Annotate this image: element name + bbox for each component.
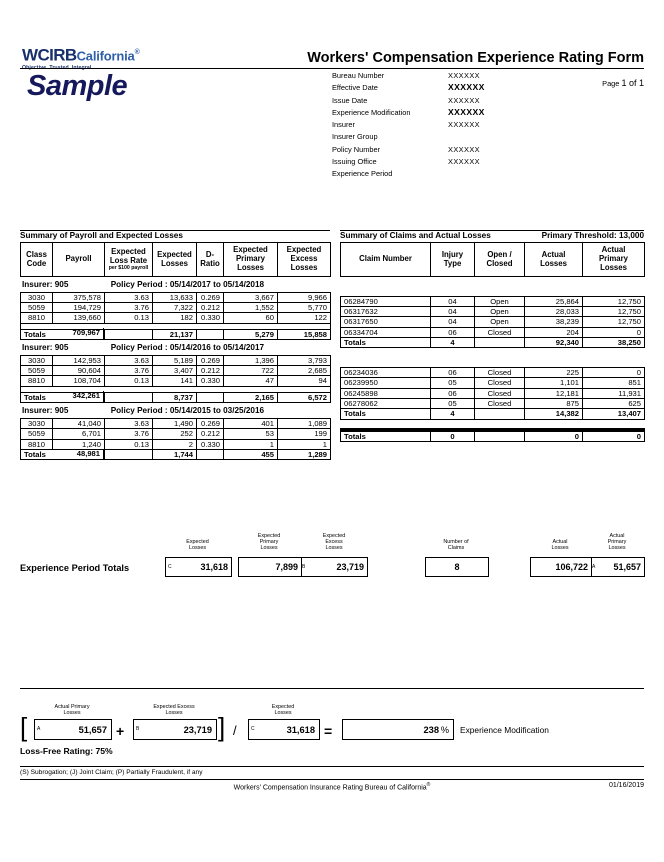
cell-actual-losses: 1,101 bbox=[525, 378, 583, 388]
cell-actual-primary: 12,750 bbox=[583, 296, 645, 306]
cell-claim-number: 06284790 bbox=[341, 296, 431, 306]
cell-expected-excess: 2,685 bbox=[278, 366, 331, 376]
insurer-id: Insurer: 905 bbox=[22, 342, 69, 352]
table-row bbox=[21, 355, 331, 365]
cell-expected-losses: 252 bbox=[153, 429, 197, 439]
cell-actual-losses: 875 bbox=[525, 398, 583, 408]
cell-d-ratio: 0.269 bbox=[197, 292, 224, 302]
cell-claim-number: 06334704 bbox=[341, 327, 431, 337]
field-value: XXXXXX bbox=[448, 95, 480, 105]
key-letter-c: C bbox=[251, 726, 255, 732]
payroll-block-0-insurer-line bbox=[20, 277, 330, 292]
cell-actual-losses: 12,181 bbox=[525, 388, 583, 398]
loss-free-rating: Loss-Free Rating: 75% bbox=[20, 746, 113, 756]
box-actual-primary-losses bbox=[34, 719, 112, 740]
claims-header-row bbox=[341, 243, 645, 277]
table-row bbox=[21, 302, 331, 312]
box-expected-losses bbox=[248, 719, 320, 740]
box-experience-modification-result bbox=[342, 719, 454, 740]
box-actual-primary-losses bbox=[590, 557, 645, 577]
payroll-block-1-insurer-line bbox=[20, 340, 330, 355]
cell-actual-losses-total: 0 bbox=[525, 431, 583, 441]
cell-expected-losses-total: 1,744 bbox=[153, 449, 197, 459]
cell-injury-type: 06 bbox=[431, 368, 475, 378]
cell-status: Open bbox=[475, 306, 525, 316]
cell-claim-number: 06317632 bbox=[341, 306, 431, 316]
caption-expected-excess-losses: Expected Excess Losses bbox=[322, 533, 346, 552]
cell-expected-losses: 3,407 bbox=[153, 366, 197, 376]
footer-legend-note: (S) Subrogation; (J) Joint Claim; (P) Partially Fraudulent, if any bbox=[20, 769, 203, 776]
value-actual-primary-losses: 51,657 bbox=[78, 725, 107, 735]
page-indicator-label: Page bbox=[602, 79, 620, 88]
table-row bbox=[21, 418, 331, 428]
cell-payroll: 6,701 bbox=[53, 429, 105, 439]
cell-expected-primary: 1,396 bbox=[224, 355, 278, 365]
field-value: XXXXXX bbox=[448, 106, 485, 117]
sample-watermark: Sample bbox=[27, 70, 128, 102]
cell-d-ratio: 0.212 bbox=[197, 302, 224, 312]
box-expected-primary-losses bbox=[238, 557, 302, 577]
claims-actual-losses-section bbox=[340, 230, 644, 442]
cell-expected-primary: 722 bbox=[224, 366, 278, 376]
col-class-code: Class Code bbox=[21, 243, 53, 277]
value-expected-losses: 31,618 bbox=[286, 725, 315, 735]
col-expected-excess-losses: Expected Excess Losses bbox=[278, 243, 331, 277]
cell-d-ratio: 0.269 bbox=[197, 418, 224, 428]
cell-status: Closed bbox=[475, 398, 525, 408]
cell-expected-primary-total: 455 bbox=[224, 449, 278, 459]
cell-loss-rate: 3.63 bbox=[105, 355, 153, 365]
field-value: XXXXXX bbox=[448, 157, 480, 167]
footer-date: 01/16/2019 bbox=[608, 782, 644, 789]
cell-expected-excess: 3,793 bbox=[278, 355, 331, 365]
col-open-closed: Open / Closed bbox=[475, 243, 525, 277]
cell-class-code: 8810 bbox=[21, 376, 53, 386]
cell-loss-rate: 0.13 bbox=[105, 376, 153, 386]
key-letter-b: B bbox=[136, 726, 140, 732]
cell-injury-type-total: 4 bbox=[431, 337, 475, 347]
caption-expected-losses: Expected Losses bbox=[186, 539, 209, 552]
cell-expected-losses-total: 21,137 bbox=[153, 329, 197, 339]
payroll-section-title: Summary of Payroll and Expected Losses bbox=[20, 231, 183, 240]
primary-threshold: Primary Threshold: 13,000 bbox=[541, 231, 644, 240]
cell-actual-losses: 204 bbox=[525, 327, 583, 337]
table-row bbox=[21, 292, 331, 302]
payroll-block-1-payroll-total: 342,261 bbox=[52, 391, 104, 402]
field-label: Issue Date bbox=[332, 95, 368, 105]
cell-injury-type: 06 bbox=[431, 388, 475, 398]
cell-status: Open bbox=[475, 317, 525, 327]
value-expected-excess-losses: 23,719 bbox=[336, 562, 364, 572]
caption-expected-excess-losses: Expected Excess Losses bbox=[153, 704, 195, 717]
cell-injury-type: 04 bbox=[431, 306, 475, 316]
claims-section-title: Summary of Claims and Actual Losses bbox=[340, 231, 491, 240]
table-row bbox=[21, 376, 331, 386]
cell-injury-type-total: 0 bbox=[431, 431, 475, 441]
cell-expected-primary: 53 bbox=[224, 429, 278, 439]
logo-california-text: California bbox=[76, 48, 135, 64]
cell-loss-rate-total bbox=[105, 329, 153, 339]
value-number-of-claims: 8 bbox=[454, 562, 460, 572]
plus-operator: + bbox=[116, 723, 125, 739]
key-letter-c: C bbox=[168, 564, 172, 570]
cell-expected-primary-total: 5,279 bbox=[224, 329, 278, 339]
cell-expected-excess: 5,770 bbox=[278, 302, 331, 312]
insurer-id: Insurer: 905 bbox=[22, 279, 69, 289]
cell-status: Closed bbox=[475, 327, 525, 337]
policy-period: Policy Period : 05/14/2016 to 05/14/2017 bbox=[110, 342, 265, 352]
wcirb-logo bbox=[22, 45, 139, 71]
field-value: XXXXXX bbox=[448, 120, 480, 130]
cell-expected-primary: 47 bbox=[224, 376, 278, 386]
cell-payroll: 142,953 bbox=[53, 355, 105, 365]
cell-status: Closed bbox=[475, 388, 525, 398]
box-expected-losses bbox=[165, 557, 232, 577]
page-indicator-value: 1 of 1 bbox=[621, 78, 644, 88]
page-title: Workers' Compensation Experience Rating Form bbox=[307, 50, 644, 66]
table-row bbox=[21, 313, 331, 323]
caption-actual-primary-losses: Actual Primary Losses bbox=[54, 704, 90, 717]
cell-payroll: 375,578 bbox=[53, 292, 105, 302]
cell-actual-losses: 28,033 bbox=[525, 306, 583, 316]
experience-period-totals-label: Experience Period Totals bbox=[20, 563, 130, 573]
col-claim-number: Claim Number bbox=[341, 243, 431, 277]
cell-actual-losses: 225 bbox=[525, 368, 583, 378]
divide-operator: / bbox=[233, 723, 237, 738]
field-label: Policy Number bbox=[332, 144, 381, 154]
cell-claim-number: 06239950 bbox=[341, 378, 431, 388]
cell-expected-losses: 7,322 bbox=[153, 302, 197, 312]
key-letter-a: A bbox=[592, 564, 596, 570]
equals-operator: = bbox=[324, 723, 333, 739]
cell-expected-excess: 1 bbox=[278, 439, 331, 449]
claims-section-title-row bbox=[340, 231, 644, 240]
cell-expected-primary: 1 bbox=[224, 439, 278, 449]
cell-d-ratio: 0.330 bbox=[197, 376, 224, 386]
logo-registered-icon: ® bbox=[134, 49, 140, 56]
field-label: Effective Date bbox=[332, 83, 378, 93]
cell-expected-excess-total: 6,572 bbox=[278, 392, 331, 402]
close-bracket: ] bbox=[218, 712, 226, 742]
box-expected-excess-losses bbox=[133, 719, 217, 740]
cell-loss-rate: 3.76 bbox=[105, 429, 153, 439]
cell-d-ratio-total bbox=[197, 329, 224, 339]
table-totals-row bbox=[341, 431, 645, 441]
cell-actual-primary: 851 bbox=[583, 378, 645, 388]
footer-bureau-name: Workers' Compensation Insurance Rating Bureau of California® bbox=[233, 782, 431, 792]
claims-header-table bbox=[340, 242, 645, 277]
payroll-header-table bbox=[20, 242, 331, 277]
cell-loss-rate: 3.63 bbox=[105, 418, 153, 428]
cell-totals-label: Totals bbox=[341, 409, 431, 419]
field-label: Issuing Office bbox=[332, 157, 377, 167]
logo-tagline: Objective. Trusted. Integral. bbox=[22, 64, 93, 71]
cell-expected-primary: 1,552 bbox=[224, 302, 278, 312]
table-row bbox=[341, 296, 645, 306]
cell-actual-primary: 12,750 bbox=[583, 317, 645, 327]
claims-block-0-table bbox=[340, 296, 645, 348]
box-number-of-claims bbox=[425, 557, 489, 577]
policy-period: Policy Period : 05/14/2017 to 05/14/2018 bbox=[110, 279, 265, 289]
cell-expected-losses: 1,490 bbox=[153, 418, 197, 428]
cell-expected-primary: 60 bbox=[224, 313, 278, 323]
cell-actual-primary-total: 13,407 bbox=[583, 409, 645, 419]
cell-d-ratio: 0.330 bbox=[197, 439, 224, 449]
col-expected-losses: Expected Losses bbox=[153, 243, 197, 277]
caption-actual-losses: Actual Losses bbox=[551, 539, 569, 552]
cell-loss-rate-total bbox=[105, 449, 153, 459]
box-expected-excess-losses bbox=[300, 557, 368, 577]
cell-payroll: 1,240 bbox=[53, 439, 105, 449]
table-row bbox=[341, 327, 645, 337]
cell-expected-excess: 122 bbox=[278, 313, 331, 323]
cell-loss-rate: 3.76 bbox=[105, 302, 153, 312]
cell-expected-losses: 13,633 bbox=[153, 292, 197, 302]
value-experience-modification: 238 bbox=[423, 725, 439, 735]
field-label: Bureau Number bbox=[332, 71, 385, 80]
table-row bbox=[341, 306, 645, 316]
cell-expected-losses: 5,189 bbox=[153, 355, 197, 365]
table-totals-row bbox=[341, 409, 645, 419]
cell-expected-losses: 182 bbox=[153, 313, 197, 323]
box-actual-losses bbox=[530, 557, 592, 577]
field-value: XXXXXX bbox=[448, 82, 485, 93]
logo-wcirb-text: WCIRB bbox=[22, 45, 77, 65]
cell-injury-type: 05 bbox=[431, 398, 475, 408]
payroll-header-row bbox=[21, 243, 331, 277]
cell-expected-primary: 401 bbox=[224, 418, 278, 428]
cell-d-ratio: 0.212 bbox=[197, 366, 224, 376]
footer-divider bbox=[20, 779, 644, 780]
cell-d-ratio: 0.212 bbox=[197, 429, 224, 439]
cell-loss-rate: 3.63 bbox=[105, 292, 153, 302]
cell-loss-rate: 0.13 bbox=[105, 313, 153, 323]
claims-block-2-spacer bbox=[340, 420, 644, 428]
cell-class-code: 8810 bbox=[21, 313, 53, 323]
policy-period: Policy Period : 05/14/2015 to 03/25/2016 bbox=[110, 405, 265, 415]
col-actual-losses: Actual Losses bbox=[525, 243, 583, 277]
payroll-block-0-payroll-total: 709,967 bbox=[52, 328, 104, 339]
cell-d-ratio-total bbox=[197, 392, 224, 402]
cell-expected-excess: 199 bbox=[278, 429, 331, 439]
cell-actual-primary-total: 0 bbox=[583, 431, 645, 441]
cell-claim-number: 06245898 bbox=[341, 388, 431, 398]
cell-status-total bbox=[475, 431, 525, 441]
cell-actual-primary-total: 38,250 bbox=[583, 337, 645, 347]
claims-block-1-spacer bbox=[340, 348, 644, 367]
open-bracket: [ bbox=[20, 712, 28, 742]
footer-top-rule bbox=[20, 766, 644, 767]
payroll-block-2-payroll-total: 48,981 bbox=[52, 449, 104, 460]
caption-number-of-claims: Number of Claims bbox=[443, 539, 469, 552]
col-actual-primary-losses: Actual Primary Losses bbox=[583, 243, 645, 277]
cell-injury-type: 04 bbox=[431, 317, 475, 327]
cell-actual-primary: 0 bbox=[583, 368, 645, 378]
cell-payroll: 139,660 bbox=[53, 313, 105, 323]
col-payroll: Payroll bbox=[53, 243, 105, 277]
cell-totals-label: Totals bbox=[21, 329, 105, 339]
field-value: XXXXXX bbox=[448, 144, 480, 154]
cell-injury-type: 06 bbox=[431, 327, 475, 337]
cell-payroll: 90,604 bbox=[53, 366, 105, 376]
cell-expected-losses: 141 bbox=[153, 376, 197, 386]
cell-d-ratio: 0.330 bbox=[197, 313, 224, 323]
document-header bbox=[0, 0, 664, 200]
cell-class-code: 5059 bbox=[21, 429, 53, 439]
claims-block-1-table bbox=[340, 367, 645, 419]
cell-actual-losses-total: 14,382 bbox=[525, 409, 583, 419]
table-row bbox=[341, 368, 645, 378]
caption-expected-primary-losses: Expected Primary Losses bbox=[257, 533, 281, 552]
cell-class-code: 5059 bbox=[21, 366, 53, 376]
cell-claim-number: 06317650 bbox=[341, 317, 431, 327]
cell-expected-excess-total: 1,289 bbox=[278, 449, 331, 459]
cell-class-code: 8810 bbox=[21, 439, 53, 449]
key-letter-b: B bbox=[302, 564, 306, 570]
col-injury-type: Injury Type bbox=[431, 243, 475, 277]
table-row bbox=[341, 317, 645, 327]
cell-status: Closed bbox=[475, 368, 525, 378]
payroll-expected-losses-section bbox=[20, 230, 330, 460]
caption-expected-losses: Expected Losses bbox=[271, 704, 295, 717]
cell-claim-number: 06278062 bbox=[341, 398, 431, 408]
cell-totals-label: Totals bbox=[341, 337, 431, 347]
key-letter-a: A bbox=[37, 726, 41, 732]
cell-totals-label: Totals bbox=[341, 431, 431, 441]
field-label: Insurer Group bbox=[332, 132, 378, 142]
value-expected-primary-losses: 7,899 bbox=[275, 562, 298, 572]
cell-status: Closed bbox=[475, 378, 525, 388]
cell-class-code: 3030 bbox=[21, 355, 53, 365]
cell-injury-type: 04 bbox=[431, 296, 475, 306]
cell-payroll: 108,704 bbox=[53, 376, 105, 386]
experience-modification-result-label: Experience Modification bbox=[460, 725, 549, 735]
cell-expected-excess: 1,089 bbox=[278, 418, 331, 428]
cell-loss-rate: 3.76 bbox=[105, 366, 153, 376]
table-row bbox=[21, 429, 331, 439]
col-d-ratio: D- Ratio bbox=[197, 243, 224, 277]
cell-expected-primary-total: 2,165 bbox=[224, 392, 278, 402]
calculation-top-rule bbox=[20, 688, 644, 689]
cell-expected-excess: 9,966 bbox=[278, 292, 331, 302]
table-row bbox=[341, 378, 645, 388]
cell-actual-primary: 625 bbox=[583, 398, 645, 408]
cell-injury-type: 05 bbox=[431, 378, 475, 388]
cell-d-ratio: 0.269 bbox=[197, 355, 224, 365]
cell-class-code: 3030 bbox=[21, 292, 53, 302]
cell-injury-type-total: 4 bbox=[431, 409, 475, 419]
table-row bbox=[341, 398, 645, 408]
cell-totals-label: Totals bbox=[21, 449, 105, 459]
col-expected-loss-rate: Expected Loss Rate per $100 payroll bbox=[105, 243, 153, 277]
payroll-block-2-insurer-line bbox=[20, 403, 330, 418]
cell-status: Open bbox=[475, 296, 525, 306]
cell-status-total bbox=[475, 337, 525, 347]
cell-actual-losses: 25,864 bbox=[525, 296, 583, 306]
cell-expected-excess-total: 15,858 bbox=[278, 329, 331, 339]
cell-claim-number: 06234036 bbox=[341, 368, 431, 378]
cell-class-code: 5059 bbox=[21, 302, 53, 312]
cell-expected-excess: 94 bbox=[278, 376, 331, 386]
cell-loss-rate-total bbox=[105, 392, 153, 402]
cell-payroll: 41,040 bbox=[53, 418, 105, 428]
claims-block-0-spacer bbox=[340, 277, 644, 296]
caption-actual-primary-losses: Actual Primary Losses bbox=[607, 533, 627, 552]
percent-sign: % bbox=[440, 725, 449, 735]
cell-actual-primary: 12,750 bbox=[583, 306, 645, 316]
cell-actual-losses: 38,239 bbox=[525, 317, 583, 327]
cell-expected-primary: 3,667 bbox=[224, 292, 278, 302]
cell-totals-label: Totals bbox=[21, 392, 105, 402]
table-row bbox=[21, 366, 331, 376]
table-totals-row bbox=[341, 337, 645, 347]
value-expected-excess-losses: 23,719 bbox=[183, 725, 212, 735]
field-label: Experience Modification bbox=[332, 107, 411, 117]
value-actual-losses: 106,722 bbox=[555, 562, 588, 572]
header-divider bbox=[20, 68, 644, 69]
cell-payroll: 194,729 bbox=[53, 302, 105, 312]
col-expected-primary-losses: Expected Primary Losses bbox=[224, 243, 278, 277]
cell-class-code: 3030 bbox=[21, 418, 53, 428]
claims-block-2-table bbox=[340, 428, 645, 442]
value-actual-primary-losses: 51,657 bbox=[613, 562, 641, 572]
experience-period-totals bbox=[20, 530, 644, 582]
insurer-id: Insurer: 905 bbox=[22, 405, 69, 415]
cell-actual-primary: 11,931 bbox=[583, 388, 645, 398]
field-label: Insurer bbox=[332, 120, 356, 130]
cell-expected-losses-total: 8,737 bbox=[153, 392, 197, 402]
cell-actual-primary: 0 bbox=[583, 327, 645, 337]
cell-loss-rate: 0.13 bbox=[105, 439, 153, 449]
cell-status-total bbox=[475, 409, 525, 419]
value-expected-losses: 31,618 bbox=[200, 562, 228, 572]
registered-icon: ® bbox=[426, 782, 431, 788]
field-value: XXXXXX bbox=[448, 71, 480, 80]
cell-d-ratio-total bbox=[197, 449, 224, 459]
page-indicator bbox=[602, 78, 644, 88]
cell-actual-losses-total: 92,340 bbox=[525, 337, 583, 347]
cell-expected-losses: 2 bbox=[153, 439, 197, 449]
table-row bbox=[341, 388, 645, 398]
field-label: Experience Period bbox=[332, 169, 393, 179]
